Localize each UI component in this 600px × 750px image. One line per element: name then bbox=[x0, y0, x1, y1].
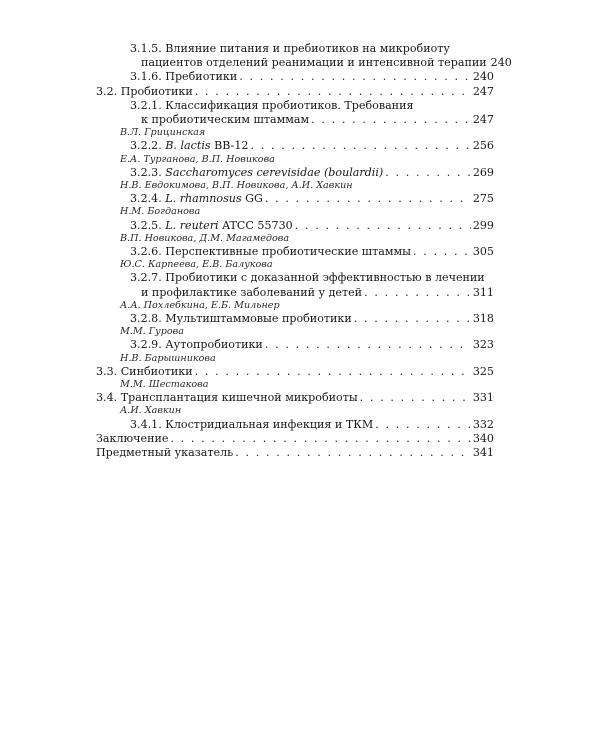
toc-entry-title: 3.2. Пробиотики bbox=[96, 84, 193, 98]
leader-dots bbox=[195, 365, 471, 379]
leader-dots bbox=[265, 338, 471, 352]
toc-entry-conclusion bbox=[96, 432, 494, 446]
leader-dots bbox=[195, 85, 471, 99]
toc-entry-latin: B. lactis bbox=[165, 139, 211, 153]
toc-author: М.М. Гурова bbox=[120, 326, 184, 338]
toc-entry-3-4-1 bbox=[96, 418, 494, 432]
toc-entry-title-cont: пациентов отделений реанимации и интенсивной терапии bbox=[141, 56, 487, 70]
toc-entry-3-2 bbox=[96, 85, 494, 99]
leader-dots bbox=[360, 391, 471, 405]
toc-entry-suffix: BB-12 bbox=[210, 139, 249, 153]
toc-entry-title: 3.3. Синбиотики bbox=[96, 364, 193, 378]
toc-page-number: 269 bbox=[472, 165, 494, 179]
toc-entry-3-2-4 bbox=[96, 192, 494, 218]
toc-page-number: 240 bbox=[490, 56, 512, 70]
leader-dots bbox=[239, 70, 471, 84]
toc-author: А.А. Похлебкина, Е.Б. Мильнер bbox=[120, 299, 280, 311]
toc-page-number: 247 bbox=[472, 84, 494, 98]
leader-dots bbox=[354, 312, 471, 326]
toc-page-number: 311 bbox=[472, 285, 494, 299]
toc-author: Н.В. Барышникова bbox=[120, 352, 216, 364]
leader-dots bbox=[235, 446, 471, 460]
toc-entry-3-4 bbox=[96, 391, 494, 417]
leader-dots bbox=[295, 219, 471, 233]
toc-entry-3-2-8 bbox=[96, 312, 494, 338]
toc-entry-3-3 bbox=[96, 365, 494, 391]
toc-entry-title bbox=[130, 139, 248, 153]
toc-entry-title: 3.2.6. Перспективные пробиотические штаммы bbox=[130, 245, 411, 259]
leader-dots bbox=[265, 192, 471, 206]
toc-page-number: 256 bbox=[472, 139, 494, 153]
toc-entry-title: 3.1.5. Влияние питания и пребиотиков на микробиоту bbox=[130, 42, 450, 55]
toc-page-number: 323 bbox=[472, 338, 494, 352]
leader-dots bbox=[364, 286, 471, 300]
toc-page-number: 340 bbox=[472, 431, 494, 445]
toc-author: Н.В. Евдокимова, В.П. Новикова, А.И. Хавкин bbox=[120, 180, 353, 192]
toc-entry-title: 3.4. Трансплантация кишечной микробиоты bbox=[96, 391, 358, 405]
toc-author: Ю.С. Карпеева, Е.В. Балукова bbox=[120, 259, 273, 271]
toc-page-number: 240 bbox=[472, 70, 494, 84]
toc-entry-title: 3.2.1. Классификация пробиотиков. Требования bbox=[130, 98, 414, 112]
toc-author: Е.А. Турганова, В.П. Новикова bbox=[120, 153, 275, 165]
toc-author: В.П. Новикова, Д.М. Магамедова bbox=[120, 232, 290, 244]
toc-page-number: 325 bbox=[472, 364, 494, 378]
toc-entry-number: 3.2.5. bbox=[130, 218, 166, 232]
toc-entry-title: 3.1.6. Пребиотики bbox=[130, 70, 238, 84]
toc-entry-number: 3.2.3. bbox=[130, 165, 166, 179]
toc-entry-title bbox=[130, 166, 383, 180]
toc-entry-number: 3.2.4. bbox=[130, 192, 166, 206]
toc-entry-title: 3.2.8. Мультиштаммовые пробиотики bbox=[130, 312, 352, 326]
toc-entry-3-2-9 bbox=[96, 338, 494, 364]
toc-entry-3-2-2 bbox=[96, 139, 494, 165]
leader-dots bbox=[385, 166, 471, 180]
leader-dots bbox=[413, 245, 471, 259]
toc-entry-3-1-5 bbox=[96, 42, 512, 70]
toc-entry-3-2-6 bbox=[96, 245, 494, 271]
toc-author: В.Л. Грицинская bbox=[120, 127, 206, 139]
toc-entry-latin: L. reuteri bbox=[165, 218, 219, 232]
toc-page-number: 331 bbox=[472, 391, 494, 405]
toc-entry-title: Предметный указатель bbox=[96, 446, 234, 460]
toc-entry-3-2-5 bbox=[96, 219, 494, 245]
toc-author: М.М. Шестакова bbox=[120, 379, 209, 391]
toc-entry-3-2-1 bbox=[96, 99, 494, 140]
toc-entry-3-2-7 bbox=[96, 271, 494, 312]
toc-entry-suffix: GG bbox=[241, 192, 263, 206]
toc-page-number: 305 bbox=[472, 245, 494, 259]
toc-page-number: 318 bbox=[472, 312, 494, 326]
toc-page-number: 275 bbox=[472, 192, 494, 206]
toc-entry-title: 3.2.7. Пробиотики с доказанной эффективностью в лечении bbox=[130, 271, 485, 285]
toc-author: Н.М. Богданова bbox=[120, 206, 201, 218]
toc-entry-number: 3.2.2. bbox=[130, 139, 166, 153]
toc-entry-3-1-6 bbox=[96, 70, 494, 84]
toc-entry-suffix: ATCC 55730 bbox=[218, 218, 293, 232]
leader-dots bbox=[170, 432, 470, 446]
leader-dots bbox=[375, 418, 471, 432]
toc-page-number: 332 bbox=[472, 417, 494, 431]
toc-page-number: 247 bbox=[472, 113, 494, 127]
table-of-contents bbox=[96, 42, 512, 460]
leader-dots bbox=[250, 139, 470, 153]
leader-dots bbox=[311, 113, 471, 127]
toc-entry-title: 3.2.9. Аутопробиотики bbox=[130, 338, 263, 352]
toc-entry-title-cont: и профилактике заболеваний у детей bbox=[141, 285, 363, 299]
toc-page-number: 299 bbox=[472, 218, 494, 232]
toc-entry-title bbox=[130, 219, 293, 233]
toc-author: А.И. Хавкин bbox=[120, 405, 182, 417]
toc-entry-title: Заключение bbox=[96, 431, 169, 445]
toc-entry-title: 3.4.1. Клостридиальная инфекция и ТКМ bbox=[130, 417, 374, 431]
toc-entry-title-cont: к пробиотическим штаммам bbox=[141, 113, 310, 127]
toc-entry-title bbox=[130, 192, 263, 206]
toc-page-number: 341 bbox=[472, 446, 494, 460]
toc-entry-latin: L. rhamnosus bbox=[165, 192, 242, 206]
toc-entry-3-2-3 bbox=[96, 166, 494, 192]
toc-entry-subject-index bbox=[96, 446, 494, 460]
toc-entry-latin: Saccharomyces cerevisidae (boulardii) bbox=[165, 165, 384, 179]
